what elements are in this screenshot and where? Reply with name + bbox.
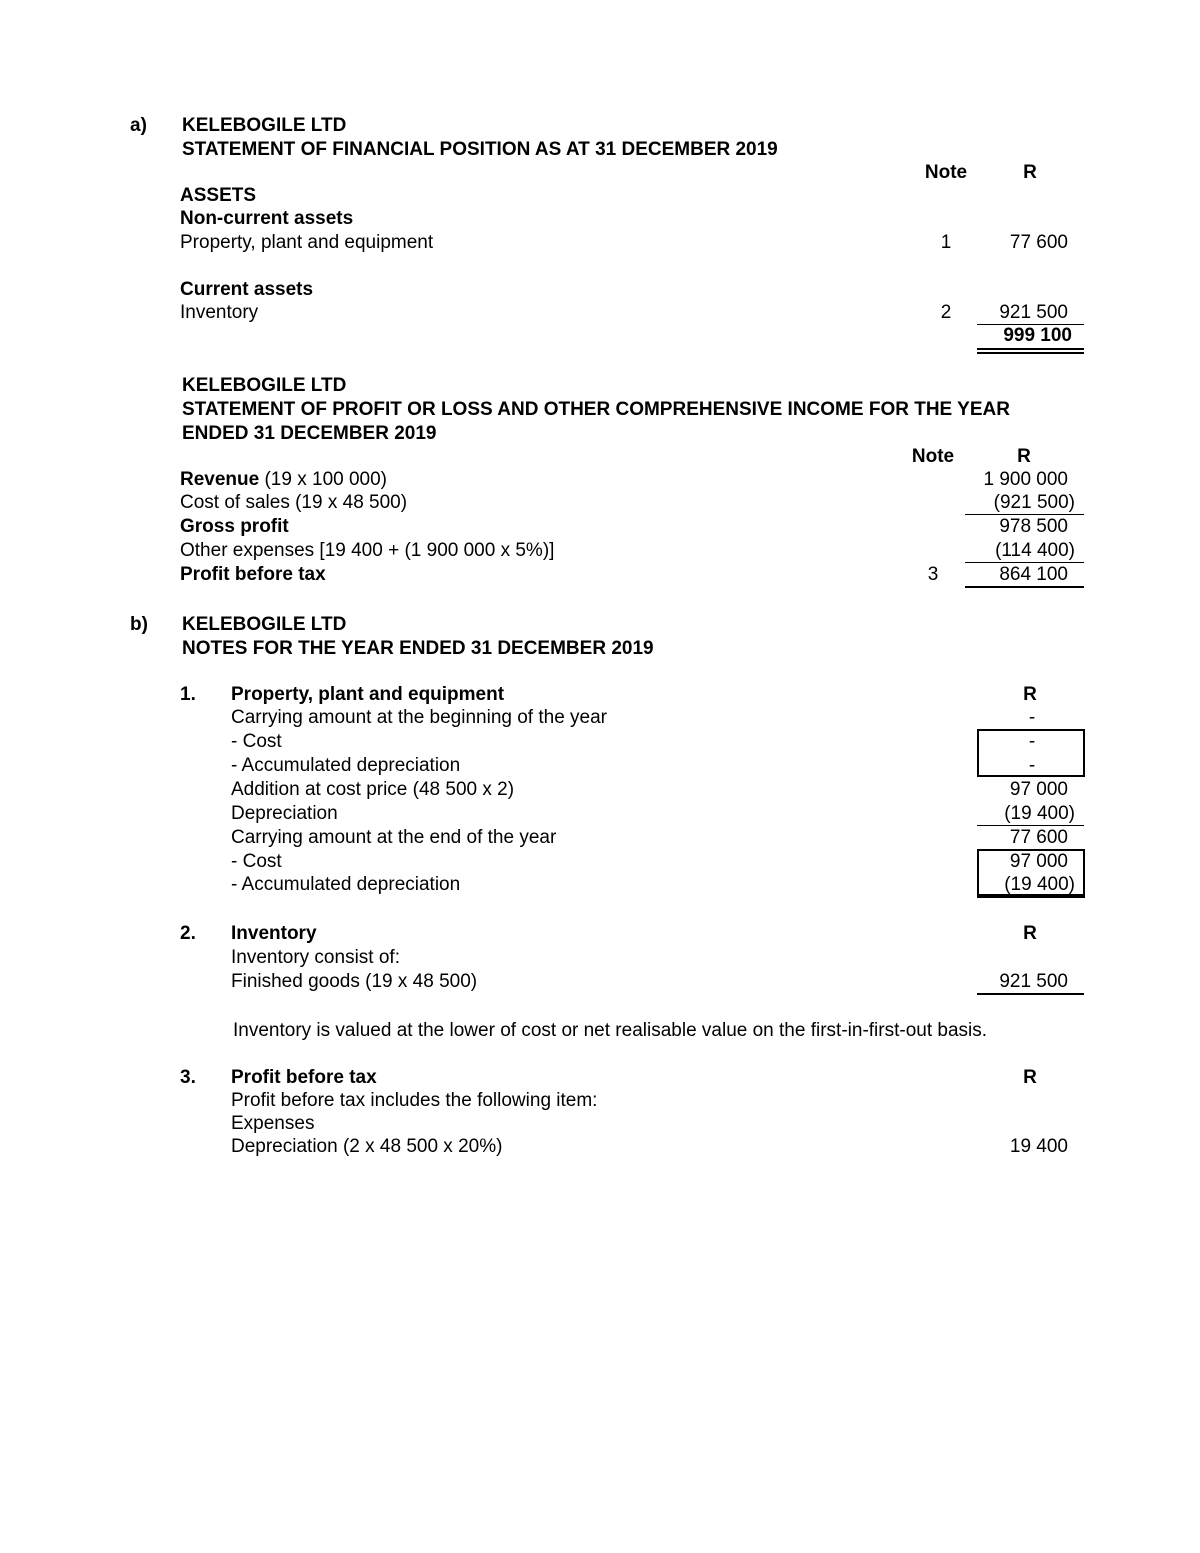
- assets-heading: ASSETS: [180, 185, 257, 206]
- note1-row-label: Addition at cost price (48 500 x 2): [231, 779, 515, 800]
- profit-before-tax-note: 3: [927, 564, 939, 585]
- inventory-label: Inventory: [180, 302, 259, 323]
- inventory-value: 921 500: [999, 302, 1068, 323]
- sopl-note-header: Note: [911, 446, 955, 467]
- note3-heading: Profit before tax: [231, 1067, 377, 1088]
- finished-goods-underline: [977, 993, 1084, 995]
- sopl-r-header: R: [1017, 446, 1031, 467]
- note1-row-value: (19 400): [1004, 803, 1075, 824]
- noncurrent-assets-heading: Non-current assets: [180, 208, 354, 229]
- gp-rule: [965, 514, 1084, 515]
- other-expenses-label: Other expenses [19 400 + (1 900 000 x 5%)]: [180, 540, 555, 561]
- ppe-label: Property, plant and equipment: [180, 232, 434, 253]
- sopl-company: KELEBOGILE LTD: [182, 375, 347, 396]
- note3-r-header: R: [1023, 1067, 1037, 1088]
- other-expenses-value: (114 400): [995, 540, 1075, 561]
- note1-row-value: 77 600: [1009, 827, 1068, 848]
- sopl-title-line2: ENDED 31 DECEMBER 2019: [182, 423, 437, 444]
- total-assets-value: 999 100: [1003, 325, 1072, 346]
- sopl-title-line1: STATEMENT OF PROFIT OR LOSS AND OTHER COMPREHENSIVE INCOME FOR THE YEAR: [182, 399, 1010, 420]
- note1-row-value: -: [1028, 731, 1036, 752]
- sofp-r-header: R: [1023, 162, 1037, 183]
- note1-row-label: Depreciation: [231, 803, 338, 824]
- finished-goods-label: Finished goods (19 x 48 500): [231, 971, 478, 992]
- sofp-company: KELEBOGILE LTD: [182, 115, 347, 136]
- cost-of-sales-label: Cost of sales (19 x 48 500): [180, 492, 408, 513]
- note1-row-value: 97 000: [1009, 779, 1068, 800]
- note3-expenses-label: Expenses: [231, 1113, 315, 1134]
- note3-depreciation-value: 19 400: [1009, 1136, 1068, 1157]
- revenue-calc: (19 x 100 000): [259, 469, 388, 490]
- note1-heading: Property, plant and equipment: [231, 684, 505, 705]
- ppe-value: 77 600: [1009, 232, 1068, 253]
- part-a-label: a): [130, 115, 147, 136]
- inventory-note: 2: [940, 302, 952, 323]
- revenue-value: 1 900 000: [983, 469, 1068, 490]
- revenue-row: [180, 469, 387, 491]
- note1-row-label: Carrying amount at the beginning of the year: [231, 707, 608, 728]
- sofp-note-header: Note: [924, 162, 968, 183]
- note1-row-label: - Cost: [231, 851, 282, 872]
- total-double-rule-2: [977, 352, 1084, 354]
- note2-r-header: R: [1023, 923, 1037, 944]
- finished-goods-value: 921 500: [999, 971, 1068, 992]
- note3-intro: Profit before tax includes the following item:: [231, 1090, 598, 1111]
- ppe-note: 1: [940, 232, 952, 253]
- part-b-label: b): [130, 614, 148, 635]
- notes-company: KELEBOGILE LTD: [182, 614, 347, 635]
- note2-heading: Inventory: [231, 923, 317, 944]
- pbt-rule: [965, 562, 1084, 563]
- note1-row-value: -: [1028, 707, 1036, 728]
- note1-row-value: 97 000: [1009, 851, 1068, 872]
- note1-row-label: - Accumulated depreciation: [231, 755, 461, 776]
- profit-before-tax-label: Profit before tax: [180, 564, 326, 585]
- note1-number: 1.: [180, 684, 196, 705]
- note1-row-label: Carrying amount at the end of the year: [231, 827, 557, 848]
- total-double-rule-1: [977, 348, 1084, 350]
- note1-row-value: (19 400): [1004, 874, 1075, 895]
- note1-row-value: -: [1028, 755, 1036, 776]
- note1-r-header: R: [1023, 684, 1037, 705]
- gross-profit-label: Gross profit: [180, 516, 289, 537]
- note3-depreciation-label: Depreciation (2 x 48 500 x 20%): [231, 1136, 503, 1157]
- revenue-label: Revenue: [180, 469, 260, 490]
- inventory-policy-text: Inventory is valued at the lower of cost or net realisable value on the first-in-first-out basis.: [233, 1020, 988, 1041]
- note2-number: 2.: [180, 923, 196, 944]
- pbt-underline: [965, 586, 1084, 588]
- cost-of-sales-value: (921 500): [993, 492, 1075, 513]
- notes-title: NOTES FOR THE YEAR ENDED 31 DECEMBER 2019: [182, 638, 654, 659]
- current-assets-heading: Current assets: [180, 279, 314, 300]
- note3-number: 3.: [180, 1067, 196, 1088]
- note1-row-label: - Accumulated depreciation: [231, 874, 461, 895]
- profit-before-tax-value: 864 100: [999, 564, 1068, 585]
- inventory-consist-text: Inventory consist of:: [231, 947, 400, 968]
- gross-profit-value: 978 500: [999, 516, 1068, 537]
- closing-subtotal-rule: [977, 825, 1084, 826]
- sofp-title: STATEMENT OF FINANCIAL POSITION AS AT 31 DECEMBER 2019: [182, 139, 778, 160]
- note1-row-label: - Cost: [231, 731, 282, 752]
